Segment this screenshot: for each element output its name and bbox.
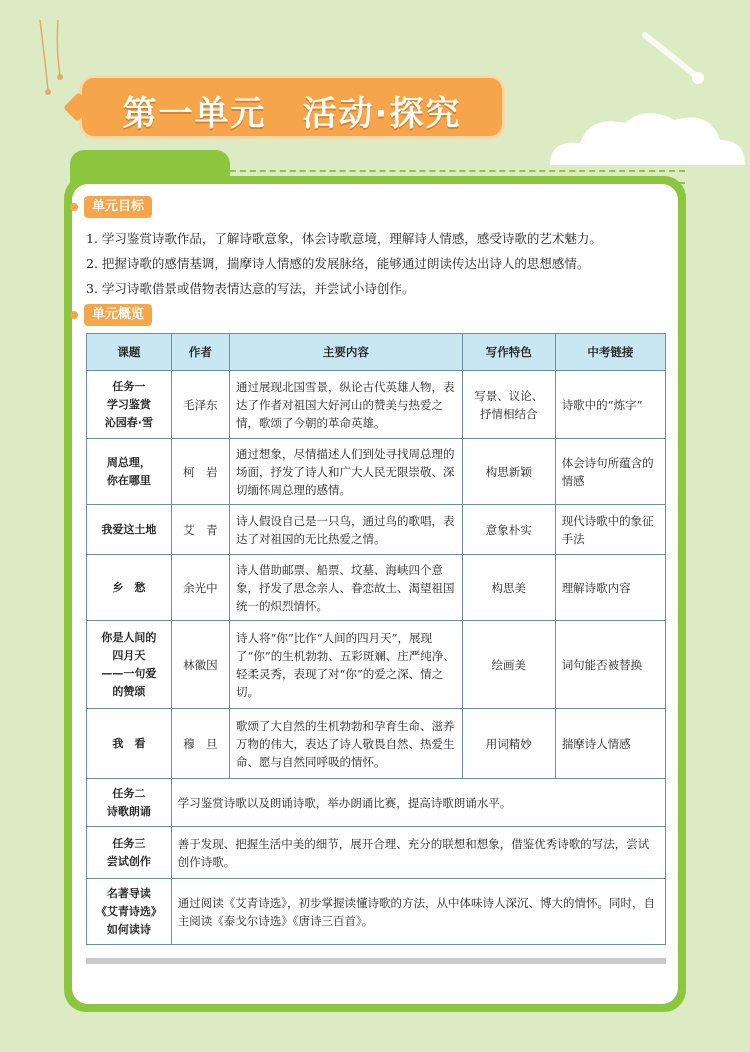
cell-feature: 意象朴实 xyxy=(462,505,555,555)
header-author: 作者 xyxy=(171,334,229,371)
header-feature: 写作特色 xyxy=(462,334,555,371)
cell-link: 词句能否被替换 xyxy=(555,621,665,709)
goal-item: 2. 把握诗歌的感情基调，揣摩诗人情感的发展脉络，能够通过朗读传达出诗人的思想感情。 xyxy=(86,256,590,271)
cell-feature: 绘画美 xyxy=(462,621,555,709)
cell-content: 通过想象，尽情描述人们到处寻找周总理的场面，抒发了诗人和广大人民无限崇敬、深切缅怀周总理的感情。 xyxy=(229,439,462,505)
cell-title-text: 任务二 诗歌朗诵 xyxy=(106,786,151,818)
section-label-goals-text: 单元目标 xyxy=(92,199,145,214)
table-header-row xyxy=(87,334,666,371)
table-row xyxy=(87,709,666,779)
table-row xyxy=(87,439,666,505)
cell-title-text: 我爱这土地 xyxy=(101,522,157,536)
goal-item: 3. 学习诗歌借景或借物表情达意的写法，并尝试小诗创作。 xyxy=(86,281,415,296)
cell-title-text: 名著导读 《艾青诗选》 如何读诗 xyxy=(95,886,162,936)
section-label-overview xyxy=(84,304,152,326)
table-row xyxy=(87,371,666,439)
cell-title xyxy=(87,779,172,827)
cell-title-text: 我 看 xyxy=(112,736,146,750)
goal-item: 1. 学习鉴赏诗歌作品，了解诗歌意象，体会诗歌意境，理解诗人情感，感受诗歌的艺术魅力。 xyxy=(86,231,602,246)
cell-link: 体会诗句所蕴含的情感 xyxy=(555,439,665,505)
cell-feature: 写景、议论、抒情相结合 xyxy=(462,371,555,439)
cell-content: 歌颂了大自然的生机勃勃和孕育生命、滋养万物的伟大，表达了诗人敬畏自然、热爱生命、愿与自然同呼吸的情怀。 xyxy=(229,709,462,779)
cell-content: 通过展现北国雪景，纵论古代英雄人物，表达了作者对祖国大好河山的赞美与热爱之情，歌颂了今朝的革命英雄。 xyxy=(229,371,462,439)
cell-title xyxy=(87,505,172,555)
cell-title xyxy=(87,709,172,779)
cell-author: 林徽因 xyxy=(171,621,229,709)
cell-title xyxy=(87,371,172,439)
table-row xyxy=(87,779,666,827)
header-link: 中考链接 xyxy=(555,334,665,371)
cell-content: 诗人假设自己是一只鸟，通过鸟的歌唱，表达了对祖国的无比热爱之情。 xyxy=(229,505,462,555)
bullet-dot-icon xyxy=(70,311,78,319)
cell-author: 穆 旦 xyxy=(171,709,229,779)
bullet-dot-icon xyxy=(70,203,78,211)
cell-title-text: 任务三 尝试创作 xyxy=(106,836,151,868)
goals-list xyxy=(86,226,666,301)
cell-author: 艾 青 xyxy=(171,505,229,555)
title-banner xyxy=(82,78,502,136)
cell-wide-content: 善于发现、把握生活中美的细节，展开合理、充分的联想和想象，借鉴优秀诗歌的写法，尝试创作诗歌。 xyxy=(171,827,665,879)
section-label-overview-text: 单元概览 xyxy=(92,307,145,322)
cloud-decoration xyxy=(540,105,750,165)
header-title: 课题 xyxy=(87,334,172,371)
cell-feature: 构思美 xyxy=(462,555,555,621)
cell-title xyxy=(87,827,172,879)
cell-title xyxy=(87,439,172,505)
cell-feature: 构思新颖 xyxy=(462,439,555,505)
cell-title-text: 你是人间的 四月天 ——一句爱 的赞颂 xyxy=(101,630,157,698)
cell-content: 诗人将“你”比作“人间的四月天”，展现了“你”的生机勃勃、五彩斑斓、庄严纯净、轻柔灵秀，表现了对“你”的爱之深、情之切。 xyxy=(229,621,462,709)
shooting-star-decoration xyxy=(640,30,710,90)
cell-author: 余光中 xyxy=(171,555,229,621)
table-bottom-bar xyxy=(86,958,666,964)
cell-title xyxy=(87,879,172,945)
cell-title xyxy=(87,555,172,621)
header-content: 主要内容 xyxy=(229,334,462,371)
table-row xyxy=(87,505,666,555)
cell-title-text: 乡 愁 xyxy=(112,580,146,594)
page-title: 第一单元 活动·探究 xyxy=(122,94,462,134)
cell-title xyxy=(87,621,172,709)
cell-link: 理解诗歌内容 xyxy=(555,555,665,621)
cell-wide-content: 学习鉴赏诗歌以及朗诵诗歌，举办朗诵比赛，提高诗歌朗诵水平。 xyxy=(171,779,665,827)
cell-link: 诗歌中的“炼字” xyxy=(555,371,665,439)
cell-feature: 用词精妙 xyxy=(462,709,555,779)
cell-wide-content: 通过阅读《艾青诗选》，初步掌握读懂诗歌的方法，从中体味诗人深沉、博大的情怀。同时，自主阅读《泰戈尔诗选》《唐诗三百首》。 xyxy=(171,879,665,945)
table-row xyxy=(87,879,666,945)
cell-author: 毛泽东 xyxy=(171,371,229,439)
section-label-goals xyxy=(84,196,152,218)
overview-table xyxy=(86,333,666,945)
cell-content: 诗人借助邮票、船票、坟墓、海峡四个意象，抒发了思念亲人、眷恋故土、渴望祖国统一的炽烈情怀。 xyxy=(229,555,462,621)
cell-link: 揣摩诗人情感 xyxy=(555,709,665,779)
table-row xyxy=(87,555,666,621)
cell-link: 现代诗歌中的象征手法 xyxy=(555,505,665,555)
table-row xyxy=(87,827,666,879)
cell-title-text: 周总理， 你在哪里 xyxy=(106,455,151,487)
cell-title-text: 任务一 学习鉴赏 沁园春·雪 xyxy=(104,379,153,429)
cell-author: 柯 岩 xyxy=(171,439,229,505)
table-row xyxy=(87,621,666,709)
